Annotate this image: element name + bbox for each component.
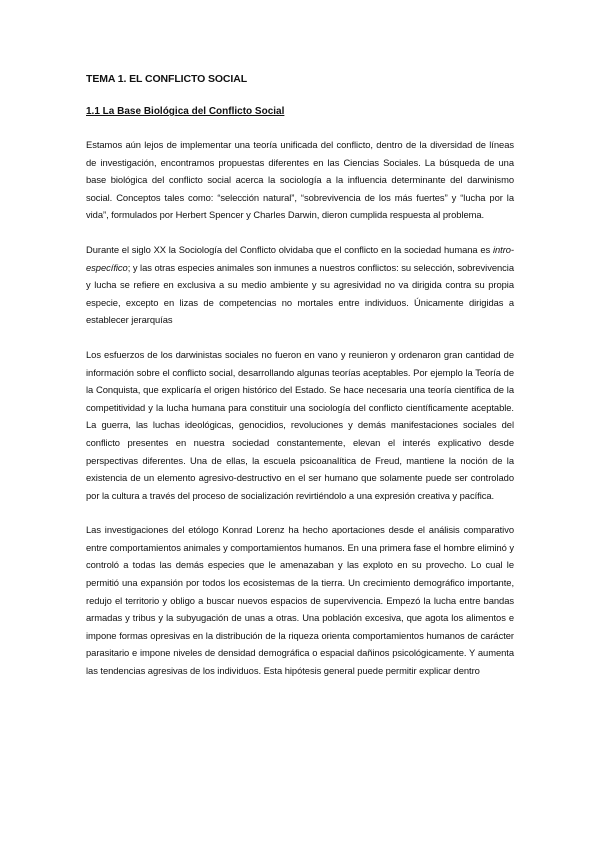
paragraph-4: Las investigaciones del etólogo Konrad Lorenz ha hecho aportaciones desde el análisis comparativo entre comportamientos animales y comportamientos humanos. En una primera fase el hombre eliminó y controló a todas las demás especies que le amenazaban y las exploto en su provecho. Lo cual le permitió una expansión por todos los ecosistemas de la tierra. Un crecimiento demográfico importante, redujo el territorio y obligo a buscar nuevos espacios de supervivencia. Empezó la lucha entre bandas armadas y tribus y la subyugación de unas a otras. Una población excesiva, que agota los alimentos e impone formas opresivas en la distribución de la riqueza orienta comportamientos humanos de carácter parasitario e impone niveles de densidad demográfica o espacial dañinos psicológicamente. Y aumenta las tendencias agresivas de los individuos. Esta hipótesis general puede permitir explicar dentro [86, 524, 514, 677]
section-title: 1.1 La Base Biológica del Conflicto Social [86, 106, 285, 117]
paragraph-3: Los esfuerzos de los darwinistas sociales no fueron en vano y reunieron y ordenaron gran cantidad de información sobre el conflicto social, desarrollando algunas teorías aceptables. Por ejemplo la Teoría de la Conquista, que explicaría el origen histórico del Estado. Se hace necesaria una teoría científica de la competitividad y la lucha humana para constituir una sociología del conflicto científicamente aceptable. La guerra, las luchas ideológicas, genocidios, revoluciones y demás manifestaciones sociales del conflicto presentes en nuestra sociedad constantemente, elevan el interés explicativo desde perspectivas diferentes. Una de ellas, la escuela psicoanalítica de Freud, mantiene la noción de la existencia de un elemento agresivo-destructivo en el ser humano que solamente puede ser controlado por la cultura a través del proceso de socialización revirtiéndolo a una expresión creativa y pacífica. [86, 348, 514, 501]
paragraph-2 [86, 241, 514, 329]
paragraph-2-part-2: ; y las otras especies animales son inmunes a nuestros conflictos: su selección, sobrevivencia y lucha se refiere en exclusiva a su medio ambiente y su agresividad no va dirigida contra su propia especie, excepto en lizas de competencias no mortales entre individuos. Únicamente dirigidas a establecer jerarquías [86, 261, 514, 326]
paragraph-1: Estamos aún lejos de implementar una teoría unificada del conflicto, dentro de la diversidad de líneas de investigación, encontramos propuestas diferentes en las Ciencias Sociales. La búsqueda de una base biológica del conflicto social acerca la sociología a la influencia determinante del darwinismo social. Conceptos tales como: “selección natural”, “sobrevivencia de los más fuertes” y “lucha por la vida”, formulados por Herbert Spencer y Charles Darwin, dieron cumplida respuesta al problema. [86, 139, 514, 221]
chapter-title: TEMA 1. EL CONFLICTO SOCIAL [86, 73, 248, 85]
paragraph-2-emphasis: intro-específico [86, 243, 514, 273]
paragraph-2-part-1: Durante el siglo XX la Sociología del Conflicto olvidaba que el conflicto en la sociedad humana es [86, 243, 493, 255]
